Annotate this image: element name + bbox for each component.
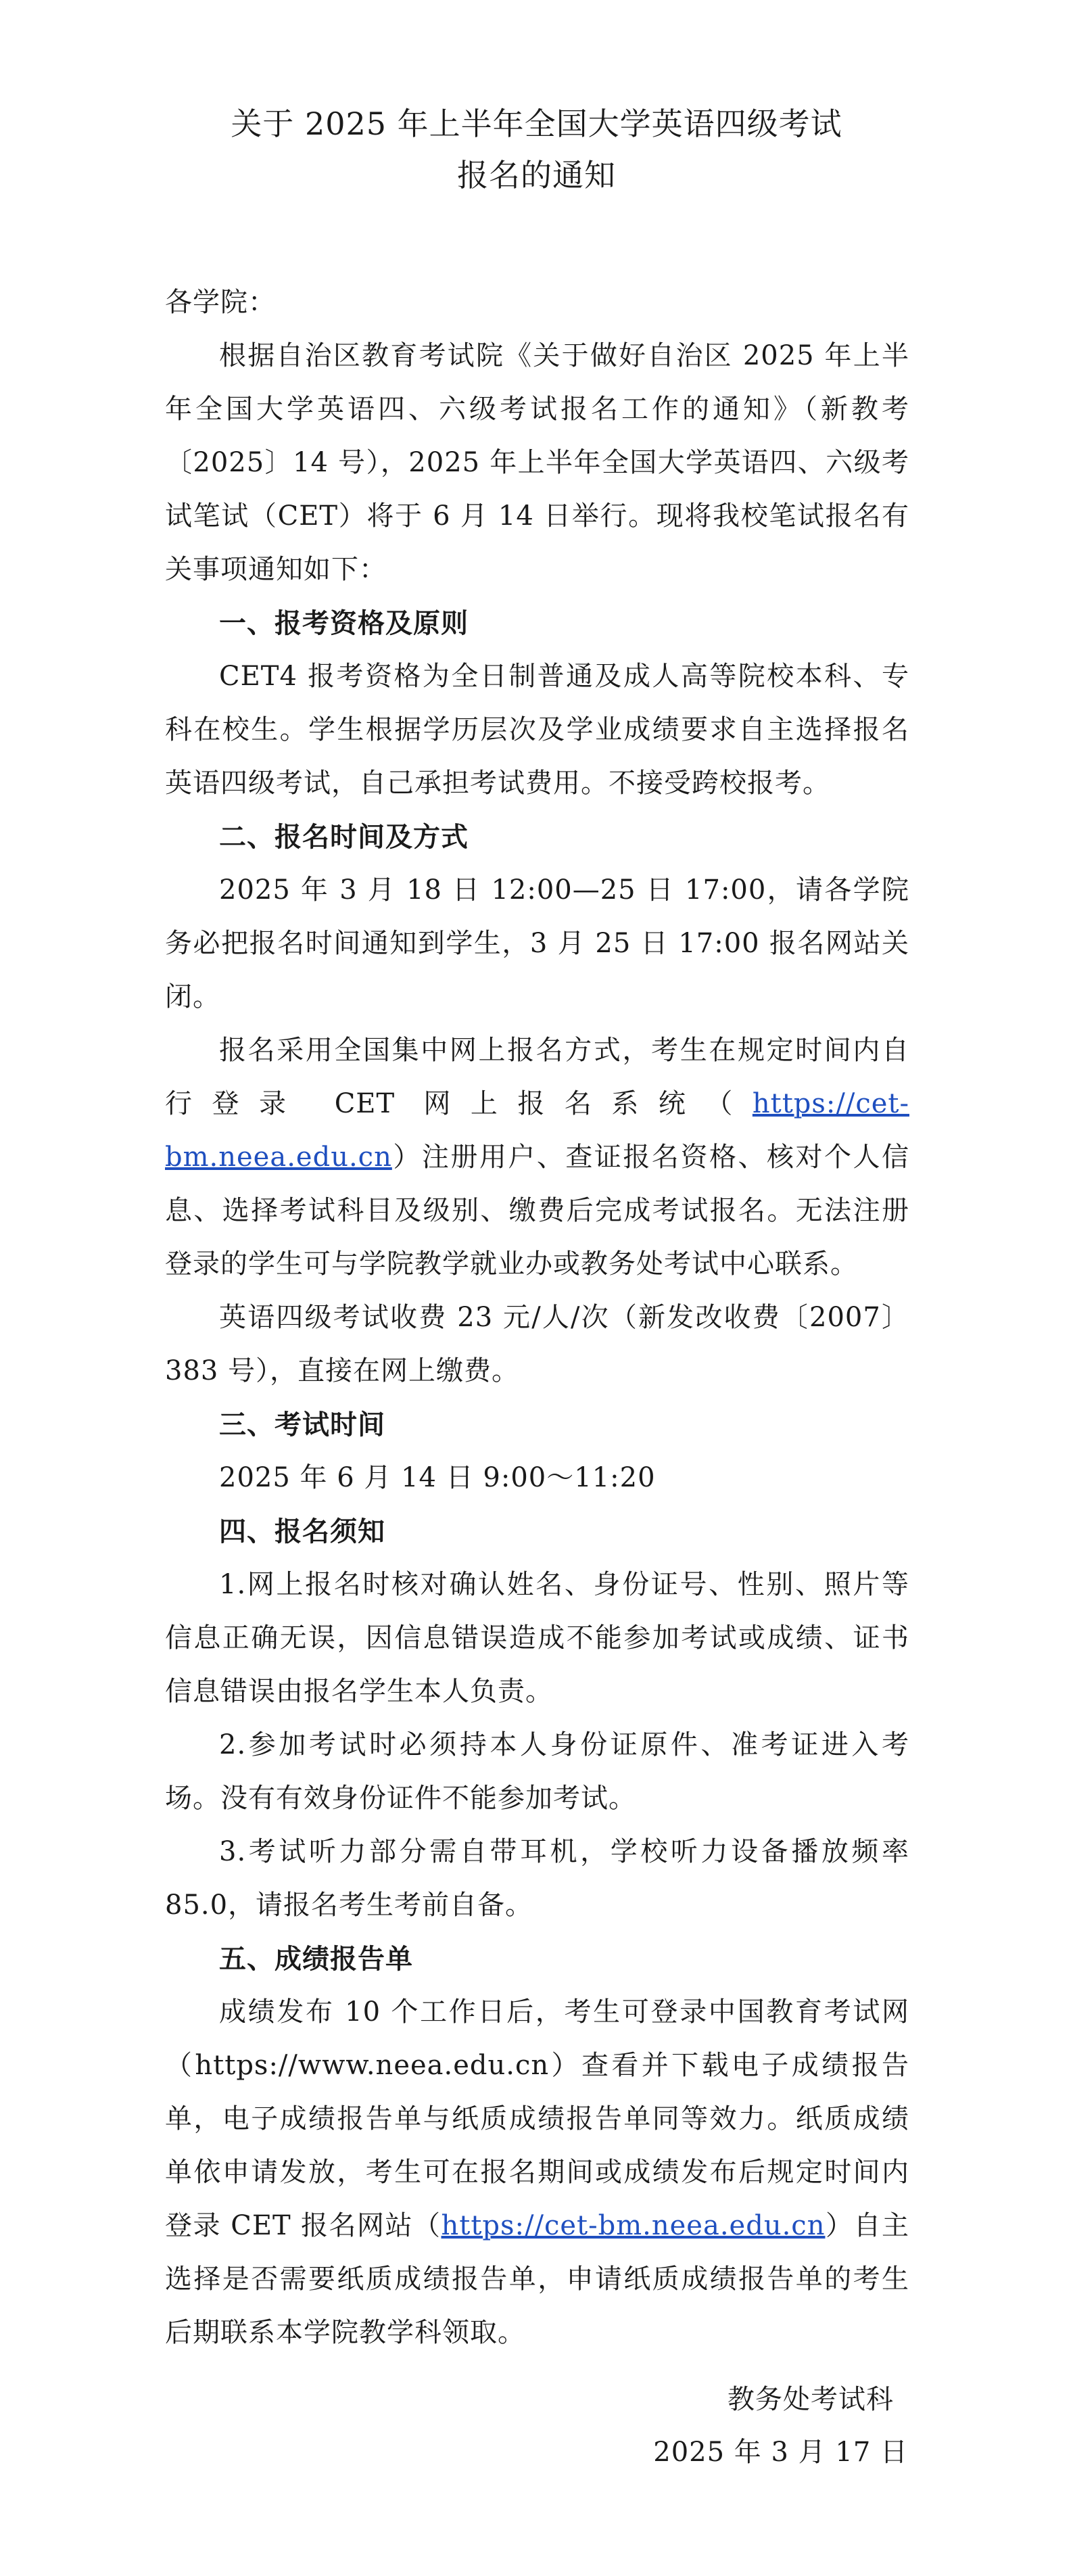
section-heading-registration: 二、报名时间及方式 <box>219 821 469 853</box>
score-report-paragraph <box>165 1986 909 2360</box>
registration-method-text-after: ）注册用户、查证报名资格、核对个人信息、选择考试科目及级别、缴费后完成考试报名。无法注册登录的学生可与学院教学就业办或教务处考试中心联系。 <box>165 1142 909 1280</box>
note-item-2: 2.参加考试时必须持本人身份证原件、准考证进入考场。没有有效身份证件不能参加考试。 <box>165 1729 909 1814</box>
notice-title-line1: 关于 2025 年上半年全国大学英语四级考试 <box>231 106 842 142</box>
score-report-text-before: 成绩发布 10 个工作日后，考生可登录中国教育考试网（https://www.neea.edu.cn）查看并下载电子成绩报告单，电子成绩报告单与纸质成绩报告单同等效力。纸质成绩单依申请发放，考生可在报名期间或成绩发布后规定时间内登录 CET 报名网站（ <box>165 1996 909 2241</box>
fee-paragraph: 英语四级考试收费 23 元/人/次（新发改收费〔2007〕383 号），直接在网上缴费。 <box>165 1302 909 1386</box>
section-heading-exam-time: 三、考试时间 <box>219 1409 385 1441</box>
score-report-text-after: ）自主选择是否需要纸质成绩报告单，申请纸质成绩报告单的考生后期联系本学院教学科领取。 <box>165 2210 909 2348</box>
eligibility-paragraph: CET4 报考资格为全日制普通及成人高等院校本科、专科在校生。学生根据学历层次及学业成绩要求自主选择报名英语四级考试，自己承担考试费用。不接受跨校报考。 <box>165 661 909 799</box>
cet-registration-link[interactable]: https://cet-bm.neea.edu.cn <box>165 1088 909 1173</box>
registration-time-paragraph: 2025 年 3 月 18 日 12:00—25 日 17:00，请各学院务必把报名时间通知到学生，3 月 25 日 17:00 报名网站关闭。 <box>165 874 909 1012</box>
note-item-1: 1.网上报名时核对确认姓名、身份证号、性别、照片等信息正确无误，因信息错误造成不能参加考试或成绩、证书信息错误由报名学生本人负责。 <box>165 1569 909 1707</box>
signature-date: 2025 年 3 月 17 日 <box>653 2437 908 2468</box>
notice-title-line2: 报名的通知 <box>457 157 616 193</box>
registration-method-text-before: 报名采用全国集中网上报名方式，考生在规定时间内自行登录 CET 网上报名系统（ <box>165 1035 909 1119</box>
intro-paragraph: 根据自治区教育考试院《关于做好自治区 2025 年上半年全国大学英语四、六级考试报名工作的通知》（新教考〔2025〕14 号），2025 年上半年全国大学英语四、六级考试笔试（CET）将于 6 月 14 日举行。现将我校笔试报名有关事项通知如下： <box>165 340 909 585</box>
salutation: 各学院： <box>165 287 276 318</box>
note-item-3: 3.考试听力部分需自带耳机，学校听力设备播放频率 85.0，请报名考生考前自备。 <box>165 1836 909 1921</box>
exam-time-paragraph: 2025 年 6 月 14 日 9:00～11:20 <box>219 1462 656 1493</box>
section-heading-score-report: 五、成绩报告单 <box>219 1943 413 1975</box>
section-heading-eligibility: 一、报考资格及原则 <box>219 607 469 639</box>
cet-score-report-link[interactable]: https://cet-bm.neea.edu.cn <box>441 2210 826 2241</box>
section-heading-notes: 四、报名须知 <box>219 1516 385 1547</box>
registration-method-paragraph <box>165 1024 909 1291</box>
signature-department: 教务处考试科 <box>728 2384 894 2415</box>
notice-body <box>165 276 909 2360</box>
